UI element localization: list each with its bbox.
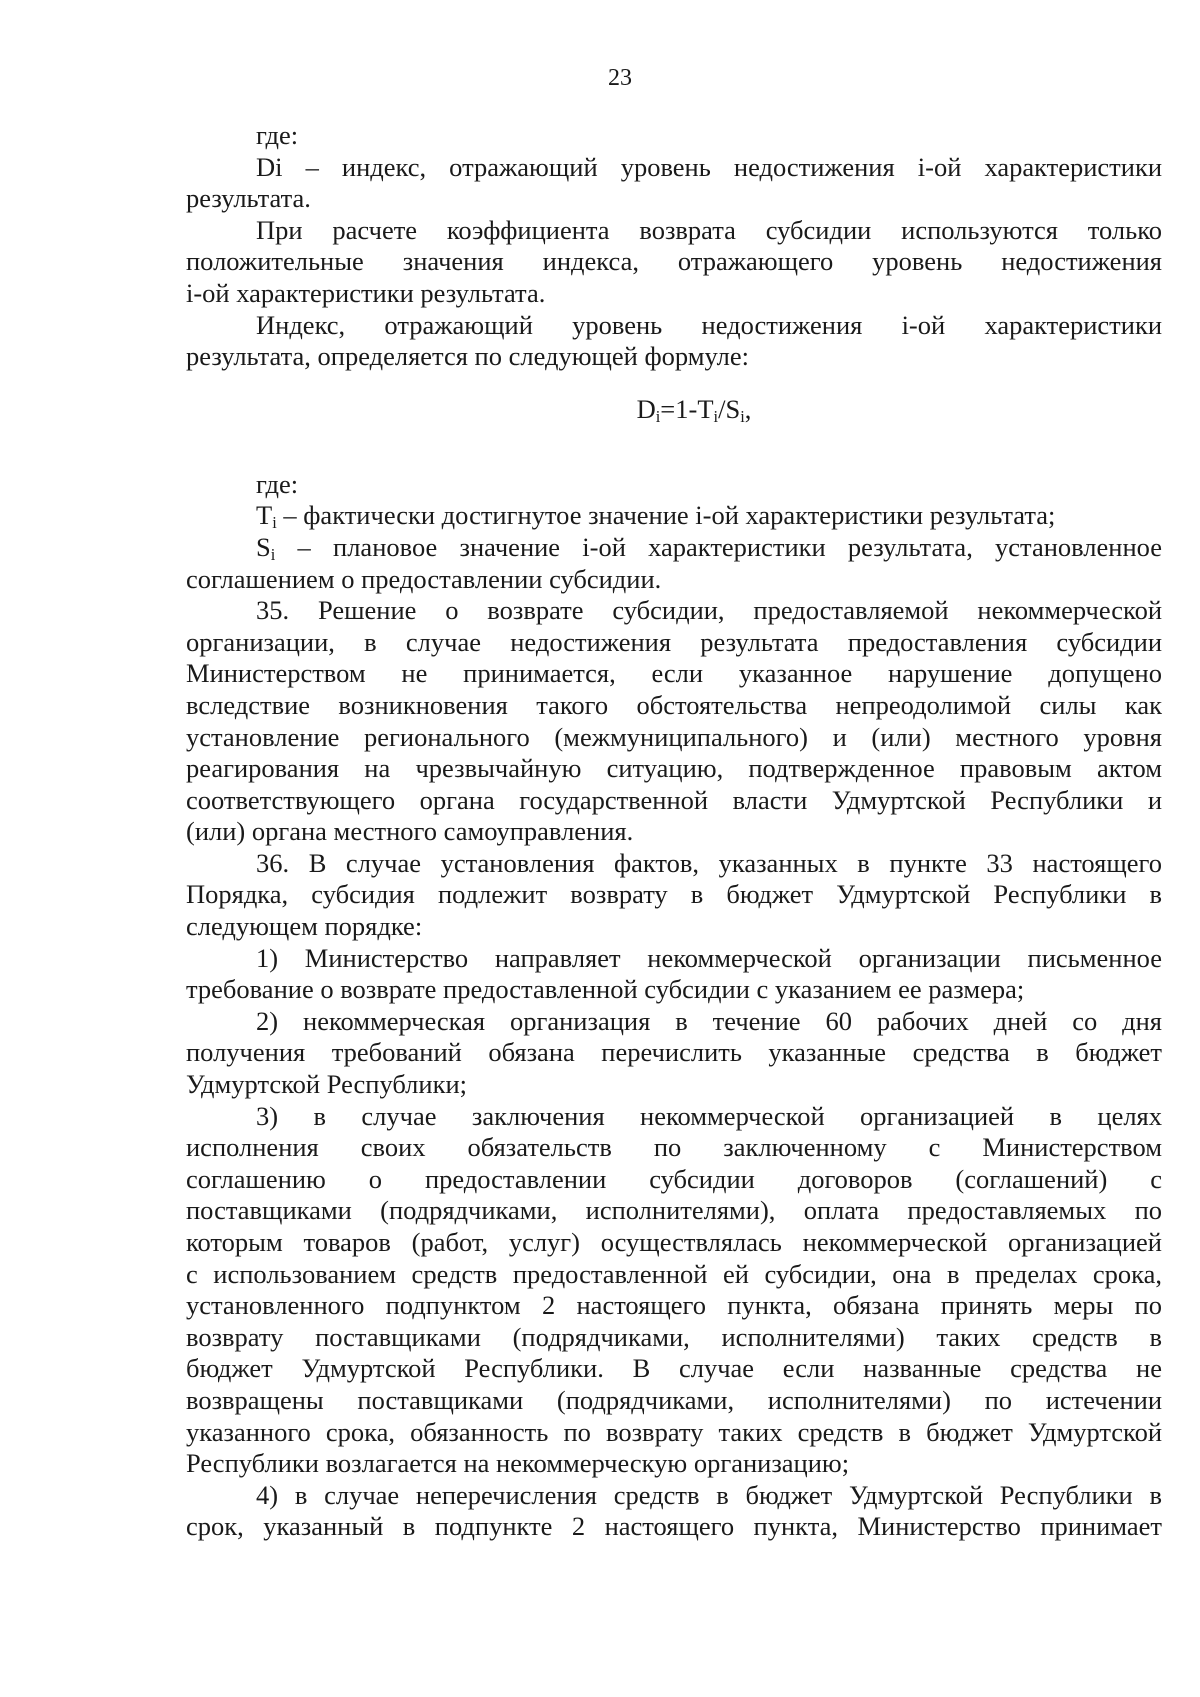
text-line: бюджет Удмуртской Республики. В случае если названные средства не: [186, 1353, 1162, 1384]
paragraph-index: [186, 310, 1162, 373]
formula-d: D: [636, 393, 656, 424]
text-line: требование о возврате предоставленной субсидии с указанием ее размера;: [186, 974, 1025, 1005]
formula: [186, 373, 1162, 457]
symbol-t: T: [256, 500, 273, 531]
text-line: соответствующего органа государственной власти Удмуртской Республики и: [186, 784, 1162, 815]
symbol-s: S: [256, 531, 271, 562]
text-line: вследствие возникновения такого обстоятельства непреодолимой силы как: [186, 689, 1162, 720]
paragraph-di-definition: [186, 152, 1162, 215]
paragraph-35: [186, 595, 1162, 848]
text-line: [186, 532, 1162, 564]
text-line: i-ой характеристики результата.: [186, 277, 546, 308]
text-line: реагирования на чрезвычайную ситуацию, подтвержденное правовым актом: [186, 753, 1162, 784]
list-item-4: [186, 1480, 1162, 1543]
text-line: соглашению о предоставлении субсидии договоров (соглашений) с: [186, 1163, 1162, 1194]
definition-text: – плановое значение i-ой характеристики результата, установленное: [275, 531, 1162, 562]
text-line: результата.: [186, 183, 311, 214]
text-line: установленного подпунктом 2 настоящего пункта, обязана принять меры по: [186, 1290, 1162, 1321]
text-line: следующем порядке:: [186, 911, 423, 942]
text-line: 35. Решение о возврате субсидии, предоставляемой некоммерческой: [256, 595, 1162, 626]
list-item-2: [186, 1006, 1162, 1101]
definition-si: [186, 532, 1162, 595]
text-line: 3) в случае заключения некоммерческой организацией в целях: [256, 1100, 1162, 1131]
text-line: возвращены поставщиками (подрядчиками, исполнителями) по истечении: [186, 1384, 1162, 1415]
paragraph-calculation: [186, 215, 1162, 310]
text-line: указанного срока, обязанность по возврату таких средств в бюджет Удмуртской: [186, 1416, 1162, 1447]
symbol-s-subscript: i: [270, 545, 276, 565]
text-line: поставщиками (подрядчиками, исполнителями), оплата предоставляемых по: [186, 1195, 1162, 1226]
formula-slash: /S: [718, 393, 741, 424]
document-body: [186, 120, 1162, 1543]
text-line: Министерством не принимается, если указанное нарушение допущено: [186, 658, 1162, 689]
formula-s-subscript: i: [740, 406, 745, 426]
text-line: 4) в случае неперечисления средств в бюджет Удмуртской Республики в: [256, 1479, 1162, 1510]
text-line: получения требований обязана перечислить указанные средства в бюджет: [186, 1037, 1162, 1068]
formula-d-subscript: i: [655, 406, 661, 426]
text-line: установление регионального (межмуниципального) и (или) местного уровня: [186, 721, 1162, 752]
where-label: где:: [256, 120, 299, 150]
text-line: (или) органа местного самоуправления.: [186, 816, 634, 847]
formula-t-subscript: i: [713, 406, 719, 426]
paragraph-36: [186, 848, 1162, 943]
where-label: где:: [256, 468, 299, 499]
text-line: которым товаров (работ, услуг) осуществлялась некоммерческой организацией: [186, 1227, 1162, 1257]
page-number: 23: [608, 65, 632, 91]
text-line: Удмуртской Республики;: [186, 1069, 468, 1100]
list-item-3: [186, 1101, 1162, 1480]
definition-text: – фактически достигнутое значение i-ой характеристики результата;: [276, 500, 1056, 531]
formula-mid: =1-T: [660, 393, 714, 424]
text-line: положительные значения индекса, отражающего уровень недостижения: [186, 246, 1162, 277]
formula-end: ,: [744, 393, 752, 424]
text-line: Индекс, отражающий уровень недостижения i-ой характеристики: [256, 309, 1162, 340]
text-line: При расчете коэффициента возврата субсидии используются только: [256, 214, 1162, 245]
text-line: 36. В случае установления фактов, указанных в пункте 33 настоящего: [256, 847, 1162, 878]
text-line: с использованием средств предоставленной ей субсидии, она в пределах срока,: [186, 1258, 1162, 1289]
text-line: возврату поставщиками (подрядчиками, исполнителями) таких средств в: [186, 1321, 1162, 1352]
text-line: 2) некоммерческая организация в течение 60 рабочих дней со дня: [256, 1005, 1162, 1036]
text-line: срок, указанный в подпункте 2 настоящего пункта, Министерство принимает: [186, 1511, 1162, 1542]
text-line: Республики возлагается на некоммерческую организацию;: [186, 1448, 850, 1479]
text-line: организации, в случае недостижения результата предоставления субсидии: [186, 626, 1162, 657]
text-line: соглашением о предоставлении субсидии.: [186, 563, 662, 594]
definition-ti: [186, 500, 1162, 532]
text-line: Di – индекс, отражающий уровень недостижения i-ой характеристики: [256, 151, 1162, 182]
symbol-t-subscript: i: [272, 513, 277, 533]
list-item-1: [186, 943, 1162, 1006]
text-line: исполнения своих обязательств по заключенному с Министерством: [186, 1132, 1162, 1163]
text-line: результата, определяется по следующей формуле:: [186, 341, 749, 372]
text-line: Порядка, субсидия подлежит возврату в бюджет Удмуртской Республики в: [186, 879, 1162, 910]
text-line: 1) Министерство направляет некоммерческой организации письменное: [256, 942, 1162, 973]
